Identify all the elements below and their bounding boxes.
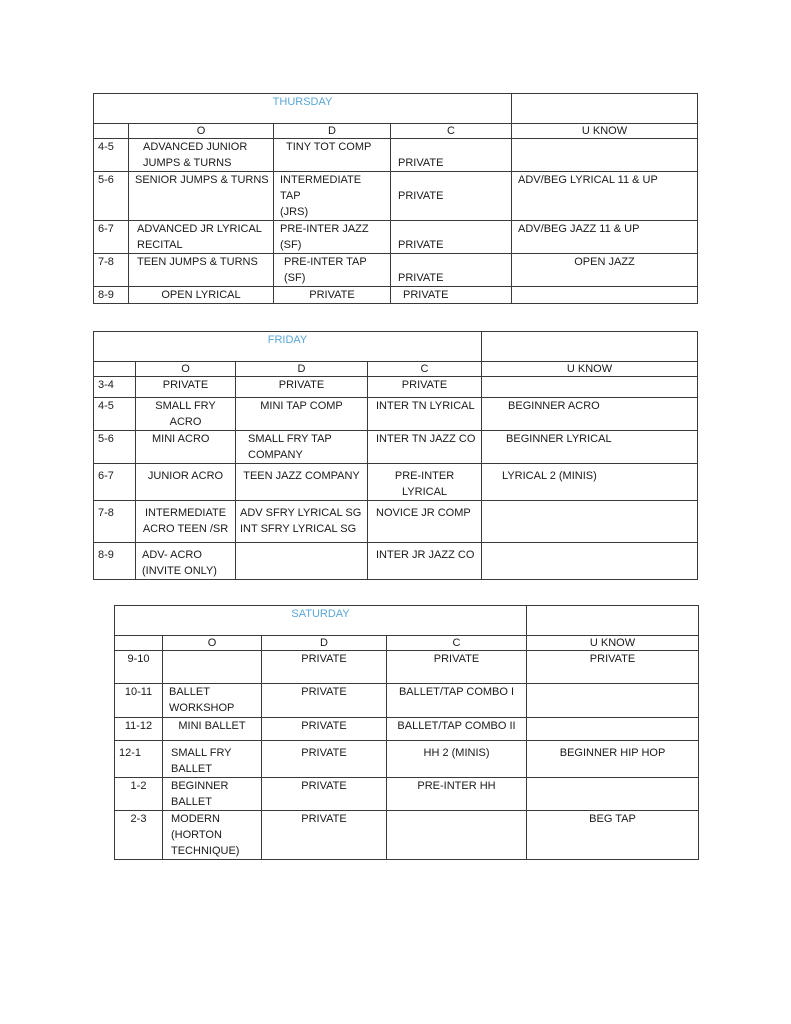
class-label: PRIVATE — [301, 686, 347, 698]
c-cell — [391, 287, 512, 304]
d-cell — [262, 778, 387, 811]
time-label: 7-8 — [98, 256, 114, 268]
time-label: 4-5 — [98, 141, 114, 153]
table-row — [94, 543, 698, 580]
time-cell — [115, 778, 163, 811]
thursday-schedule-table — [93, 93, 698, 304]
class-label: INTERMEDIATE TAP (JRS) — [280, 174, 362, 218]
class-label: BEGINNER BALLET — [171, 780, 229, 808]
d-cell — [274, 139, 391, 172]
class-label: PRIVATE — [301, 653, 347, 665]
class-label: TEEN JUMPS & TURNS — [137, 256, 258, 268]
time-label: 12-1 — [119, 747, 142, 759]
d-cell — [236, 398, 368, 431]
c-cell — [368, 501, 482, 543]
class-label: OPEN JAZZ — [574, 256, 635, 268]
o-cell — [129, 221, 274, 254]
o-cell — [163, 684, 262, 718]
c-cell — [387, 778, 527, 811]
class-label: BEGINNER ACRO — [508, 400, 600, 412]
time-label: 7-8 — [98, 507, 114, 519]
class-label: PRE-INTER LYRICAL — [394, 470, 455, 498]
header-o: O — [129, 124, 274, 139]
class-label: SMALL FRY ACRO — [155, 400, 216, 428]
o-cell — [136, 377, 236, 398]
table-row — [94, 431, 698, 464]
class-label: ADVANCED JUNIOR JUMPS & TURNS — [143, 141, 248, 169]
class-label: INTER TN LYRICAL — [376, 400, 475, 412]
day-title-cell — [94, 94, 512, 124]
saturday-schedule-table — [114, 605, 699, 860]
time-cell — [94, 377, 136, 398]
d-cell — [236, 464, 368, 501]
friday-title: FRIDAY — [267, 334, 308, 346]
u-know-cell — [482, 431, 698, 464]
time-label: 1-2 — [130, 780, 147, 792]
class-label: SMALL FRY BALLET — [171, 747, 232, 775]
class-label: ADVANCED JR LYRICAL RECITAL — [137, 223, 262, 251]
time-label: 6-7 — [98, 223, 114, 235]
empty-title-cell — [482, 332, 698, 362]
class-label: PRIVATE — [309, 289, 355, 301]
class-label: BEG TAP — [589, 813, 636, 825]
o-cell — [129, 172, 274, 221]
o-cell — [163, 718, 262, 741]
u-know-cell — [482, 543, 698, 580]
class-label: MINI BALLET — [178, 720, 246, 732]
time-cell — [94, 287, 129, 304]
class-label: JUNIOR ACRO — [147, 470, 224, 482]
class-label: BEGINNER HIP HOP — [559, 747, 666, 759]
class-label: MINI TAP COMP — [260, 400, 343, 412]
class-label: OPEN LYRICAL — [161, 289, 241, 301]
u-know-cell — [527, 718, 699, 741]
u-know-cell — [482, 464, 698, 501]
class-label: LYRICAL 2 (MINIS) — [502, 470, 597, 482]
time-label: 6-7 — [98, 470, 114, 482]
c-cell — [387, 741, 527, 778]
time-cell — [94, 543, 136, 580]
c-cell — [387, 811, 527, 860]
empty-title-cell — [527, 606, 699, 636]
header-c: C — [387, 636, 527, 651]
class-label: PRE-INTER HH — [417, 780, 496, 792]
friday-schedule-table — [93, 331, 698, 580]
class-label: PRIVATE — [401, 379, 448, 391]
o-cell — [129, 139, 274, 172]
class-label: PRIVATE — [398, 272, 444, 284]
class-label: ADV- ACRO (INVITE ONLY) — [142, 549, 217, 577]
class-label: PRIVATE — [589, 653, 636, 665]
c-cell — [387, 684, 527, 718]
c-cell — [368, 398, 482, 431]
d-cell — [236, 377, 368, 398]
class-label: PRIVATE — [162, 379, 209, 391]
o-cell — [163, 778, 262, 811]
table-row — [94, 221, 698, 254]
table-row — [115, 718, 699, 741]
u-know-cell — [512, 221, 698, 254]
table-row — [115, 651, 699, 684]
table-row — [94, 464, 698, 501]
o-cell — [129, 287, 274, 304]
d-cell — [262, 684, 387, 718]
header-u-know: U KNOW — [512, 124, 698, 139]
class-label: PRIVATE — [278, 379, 325, 391]
time-cell — [94, 221, 129, 254]
c-cell — [387, 718, 527, 741]
o-cell — [136, 398, 236, 431]
c-cell — [368, 543, 482, 580]
header-time — [94, 124, 129, 139]
class-label: BALLET/TAP COMBO II — [397, 720, 516, 732]
class-label: SENIOR JUMPS & TURNS — [135, 174, 269, 186]
time-label: 10-11 — [124, 686, 153, 698]
class-label: INTERMEDIATE ACRO TEEN /SR — [142, 507, 229, 535]
o-cell — [129, 254, 274, 287]
u-know-cell — [527, 684, 699, 718]
o-cell — [136, 501, 236, 543]
d-cell — [262, 811, 387, 860]
table-row — [115, 684, 699, 718]
class-label: BALLET WORKSHOP — [169, 686, 235, 714]
class-label: INTER TN JAZZ CO — [376, 433, 476, 445]
d-cell — [274, 254, 391, 287]
time-cell — [115, 651, 163, 684]
header-u-know: U KNOW — [527, 636, 699, 651]
u-know-cell — [482, 377, 698, 398]
class-label: MODERN (HORTON TECHNIQUE) — [171, 813, 240, 857]
header-time — [115, 636, 163, 651]
class-label: MINI ACRO — [152, 433, 210, 445]
d-cell — [236, 501, 368, 543]
class-label: INTER JR JAZZ CO — [376, 549, 475, 561]
time-label: 8-9 — [98, 549, 114, 561]
time-label: 5-6 — [98, 433, 114, 445]
o-cell — [163, 811, 262, 860]
time-label: 9-10 — [127, 653, 150, 665]
class-label: PRIVATE — [301, 780, 347, 792]
time-cell — [94, 254, 129, 287]
time-cell — [115, 811, 163, 860]
o-cell — [163, 741, 262, 778]
header-time — [94, 362, 136, 377]
table-row — [94, 254, 698, 287]
u-know-cell — [512, 172, 698, 221]
c-cell — [391, 221, 512, 254]
time-label: 2-3 — [130, 813, 147, 825]
empty-title-cell — [512, 94, 698, 124]
c-cell — [368, 464, 482, 501]
header-c: C — [368, 362, 482, 377]
c-cell — [368, 431, 482, 464]
class-label: BEGINNER LYRICAL — [506, 433, 612, 445]
table-row — [115, 778, 699, 811]
class-label: BALLET/TAP COMBO I — [398, 686, 515, 698]
class-label: SMALL FRY TAP COMPANY — [248, 433, 332, 461]
d-cell — [262, 741, 387, 778]
u-know-cell — [527, 778, 699, 811]
time-cell — [115, 718, 163, 741]
time-label: 3-4 — [98, 379, 114, 391]
header-d: D — [236, 362, 368, 377]
day-title-cell — [94, 332, 482, 362]
u-know-cell — [527, 651, 699, 684]
time-label: 8-9 — [98, 289, 114, 301]
time-label: 5-6 — [98, 174, 114, 186]
time-cell — [94, 431, 136, 464]
u-know-cell — [527, 741, 699, 778]
table-row — [94, 377, 698, 398]
class-label: HH 2 (MINIS) — [423, 747, 490, 759]
c-cell — [391, 172, 512, 221]
time-cell — [94, 172, 129, 221]
table-row — [94, 398, 698, 431]
o-cell — [136, 464, 236, 501]
header-o: O — [136, 362, 236, 377]
class-label: TINY TOT COMP — [286, 141, 372, 153]
d-cell — [236, 431, 368, 464]
header-c: C — [391, 124, 512, 139]
d-cell — [262, 718, 387, 741]
table-row — [115, 811, 699, 860]
saturday-title: SATURDAY — [291, 608, 350, 620]
time-label: 4-5 — [98, 400, 114, 412]
time-cell — [94, 398, 136, 431]
class-label: NOVICE JR COMP — [376, 507, 471, 519]
c-cell — [391, 254, 512, 287]
u-know-cell — [512, 287, 698, 304]
class-label: PRIVATE — [301, 813, 347, 825]
c-cell — [387, 651, 527, 684]
o-cell — [136, 543, 236, 580]
o-cell — [163, 651, 262, 684]
class-label: PRE-INTER TAP (SF) — [284, 256, 367, 284]
class-label: PRIVATE — [398, 157, 444, 169]
table-row — [94, 172, 698, 221]
class-label: PRIVATE — [398, 190, 444, 202]
table-row — [115, 741, 699, 778]
u-know-cell — [527, 811, 699, 860]
thursday-title: THURSDAY — [272, 96, 333, 108]
class-label: PRIVATE — [398, 239, 444, 251]
o-cell — [136, 431, 236, 464]
u-know-cell — [512, 139, 698, 172]
time-cell — [115, 684, 163, 718]
class-label: PRE-INTER JAZZ (SF) — [280, 223, 369, 251]
header-d: D — [274, 124, 391, 139]
time-cell — [115, 741, 163, 778]
d-cell — [236, 543, 368, 580]
d-cell — [262, 651, 387, 684]
header-u-know: U KNOW — [482, 362, 698, 377]
d-cell — [274, 221, 391, 254]
u-know-cell — [482, 398, 698, 431]
c-cell — [368, 377, 482, 398]
time-cell — [94, 464, 136, 501]
class-label: ADV SFRY LYRICAL SG INT SFRY LYRICAL SG — [240, 507, 362, 535]
table-row — [94, 501, 698, 543]
class-label: PRIVATE — [403, 289, 449, 301]
time-label: 11-12 — [124, 720, 153, 732]
header-o: O — [163, 636, 262, 651]
day-title-cell — [115, 606, 527, 636]
u-know-cell — [512, 254, 698, 287]
d-cell — [274, 287, 391, 304]
time-cell — [94, 139, 129, 172]
class-label: PRIVATE — [433, 653, 480, 665]
c-cell — [391, 139, 512, 172]
class-label: PRIVATE — [301, 720, 347, 732]
table-row — [94, 139, 698, 172]
time-cell — [94, 501, 136, 543]
class-label: TEEN JAZZ COMPANY — [243, 470, 360, 482]
header-d: D — [262, 636, 387, 651]
class-label: ADV/BEG JAZZ 11 & UP — [518, 223, 640, 235]
class-label: PRIVATE — [301, 747, 347, 759]
u-know-cell — [482, 501, 698, 543]
class-label: ADV/BEG LYRICAL 11 & UP — [518, 174, 658, 186]
table-row — [94, 287, 698, 304]
d-cell — [274, 172, 391, 221]
